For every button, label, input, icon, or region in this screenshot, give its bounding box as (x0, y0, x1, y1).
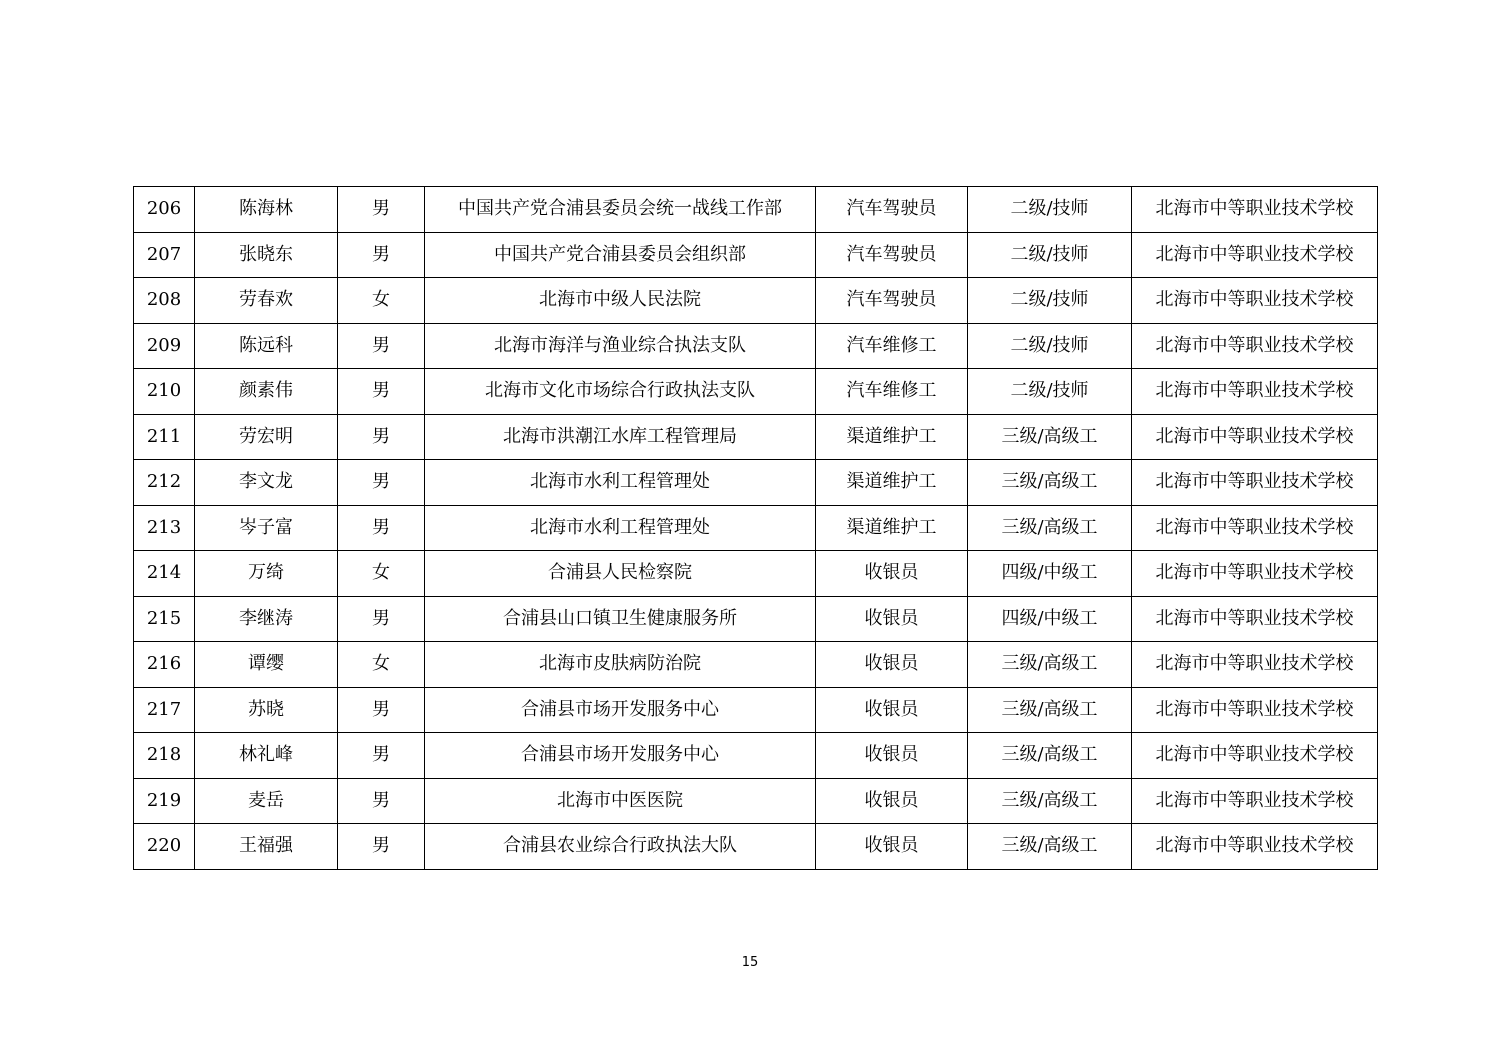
employer-cell: 合浦县市场开发服务中心 (425, 733, 816, 779)
gender-cell: 男 (338, 687, 425, 733)
skill-level-cell: 二级/技师 (968, 369, 1132, 415)
occupation-cell: 收银员 (816, 642, 968, 688)
occupation-cell: 收银员 (816, 778, 968, 824)
training-school-cell: 北海市中等职业技术学校 (1132, 824, 1378, 870)
employer-cell: 合浦县山口镇卫生健康服务所 (425, 596, 816, 642)
table-row (134, 323, 1378, 369)
training-school-cell: 北海市中等职业技术学校 (1132, 778, 1378, 824)
table-row (134, 642, 1378, 688)
serial-number-cell: 208 (134, 278, 195, 324)
skill-level-cell: 三级/高级工 (968, 460, 1132, 506)
occupation-cell: 汽车驾驶员 (816, 232, 968, 278)
gender-cell: 男 (338, 187, 425, 233)
gender-cell: 女 (338, 642, 425, 688)
table-row (134, 596, 1378, 642)
occupation-cell: 渠道维护工 (816, 505, 968, 551)
serial-number-cell: 214 (134, 551, 195, 597)
employer-cell: 北海市水利工程管理处 (425, 460, 816, 506)
training-school-cell: 北海市中等职业技术学校 (1132, 369, 1378, 415)
employer-cell: 北海市海洋与渔业综合执法支队 (425, 323, 816, 369)
training-school-cell: 北海市中等职业技术学校 (1132, 733, 1378, 779)
table-row (134, 778, 1378, 824)
training-school-cell: 北海市中等职业技术学校 (1132, 414, 1378, 460)
serial-number-cell: 215 (134, 596, 195, 642)
training-school-cell: 北海市中等职业技术学校 (1132, 642, 1378, 688)
name-cell: 李文龙 (195, 460, 338, 506)
skill-level-cell: 二级/技师 (968, 187, 1132, 233)
occupation-cell: 收银员 (816, 596, 968, 642)
employer-cell: 北海市水利工程管理处 (425, 505, 816, 551)
training-school-cell: 北海市中等职业技术学校 (1132, 505, 1378, 551)
skill-level-cell: 四级/中级工 (968, 551, 1132, 597)
serial-number-cell: 207 (134, 232, 195, 278)
name-cell: 颜素伟 (195, 369, 338, 415)
training-school-cell: 北海市中等职业技术学校 (1132, 460, 1378, 506)
occupation-cell: 汽车维修工 (816, 323, 968, 369)
name-cell: 苏晓 (195, 687, 338, 733)
gender-cell: 女 (338, 551, 425, 597)
gender-cell: 男 (338, 369, 425, 415)
employer-cell: 北海市皮肤病防治院 (425, 642, 816, 688)
table-row (134, 505, 1378, 551)
skill-level-cell: 二级/技师 (968, 278, 1132, 324)
occupation-cell: 收银员 (816, 687, 968, 733)
name-cell: 麦岳 (195, 778, 338, 824)
serial-number-cell: 217 (134, 687, 195, 733)
occupation-cell: 汽车驾驶员 (816, 187, 968, 233)
employer-cell: 合浦县农业综合行政执法大队 (425, 824, 816, 870)
employer-cell: 北海市洪潮江水库工程管理局 (425, 414, 816, 460)
table-row (134, 414, 1378, 460)
serial-number-cell: 212 (134, 460, 195, 506)
table-row (134, 733, 1378, 779)
name-cell: 陈远科 (195, 323, 338, 369)
serial-number-cell: 218 (134, 733, 195, 779)
table-row (134, 824, 1378, 870)
training-school-cell: 北海市中等职业技术学校 (1132, 323, 1378, 369)
training-school-cell: 北海市中等职业技术学校 (1132, 187, 1378, 233)
table-row (134, 187, 1378, 233)
skill-level-cell: 二级/技师 (968, 323, 1132, 369)
training-school-cell: 北海市中等职业技术学校 (1132, 687, 1378, 733)
skill-level-cell: 三级/高级工 (968, 414, 1132, 460)
skill-level-cell: 三级/高级工 (968, 687, 1132, 733)
gender-cell: 男 (338, 505, 425, 551)
skill-level-cell: 三级/高级工 (968, 642, 1132, 688)
occupation-cell: 收银员 (816, 733, 968, 779)
gender-cell: 男 (338, 323, 425, 369)
table-row (134, 460, 1378, 506)
skill-level-cell: 三级/高级工 (968, 824, 1132, 870)
gender-cell: 男 (338, 232, 425, 278)
table-row (134, 369, 1378, 415)
name-cell: 谭缨 (195, 642, 338, 688)
gender-cell: 女 (338, 278, 425, 324)
name-cell: 李继涛 (195, 596, 338, 642)
serial-number-cell: 220 (134, 824, 195, 870)
name-cell: 张晓东 (195, 232, 338, 278)
gender-cell: 男 (338, 414, 425, 460)
skill-level-cell: 三级/高级工 (968, 733, 1132, 779)
employer-cell: 合浦县人民检察院 (425, 551, 816, 597)
employer-cell: 中国共产党合浦县委员会组织部 (425, 232, 816, 278)
gender-cell: 男 (338, 778, 425, 824)
occupation-cell: 渠道维护工 (816, 414, 968, 460)
occupation-cell: 收银员 (816, 824, 968, 870)
training-school-cell: 北海市中等职业技术学校 (1132, 278, 1378, 324)
serial-number-cell: 210 (134, 369, 195, 415)
name-cell: 林礼峰 (195, 733, 338, 779)
serial-number-cell: 209 (134, 323, 195, 369)
serial-number-cell: 211 (134, 414, 195, 460)
serial-number-cell: 206 (134, 187, 195, 233)
gender-cell: 男 (338, 596, 425, 642)
training-school-cell: 北海市中等职业技术学校 (1132, 596, 1378, 642)
occupation-cell: 汽车驾驶员 (816, 278, 968, 324)
page-number: 15 (741, 955, 759, 970)
gender-cell: 男 (338, 733, 425, 779)
roster-table-body (134, 187, 1378, 870)
serial-number-cell: 216 (134, 642, 195, 688)
employer-cell: 中国共产党合浦县委员会统一战线工作部 (425, 187, 816, 233)
employer-cell: 北海市文化市场综合行政执法支队 (425, 369, 816, 415)
table-row (134, 278, 1378, 324)
skill-level-cell: 三级/高级工 (968, 505, 1132, 551)
employer-cell: 北海市中级人民法院 (425, 278, 816, 324)
gender-cell: 男 (338, 460, 425, 506)
table-row (134, 232, 1378, 278)
table-row (134, 551, 1378, 597)
name-cell: 劳春欢 (195, 278, 338, 324)
roster-table (133, 186, 1378, 870)
serial-number-cell: 213 (134, 505, 195, 551)
skill-level-cell: 二级/技师 (968, 232, 1132, 278)
training-school-cell: 北海市中等职业技术学校 (1132, 232, 1378, 278)
occupation-cell: 渠道维护工 (816, 460, 968, 506)
name-cell: 劳宏明 (195, 414, 338, 460)
gender-cell: 男 (338, 824, 425, 870)
skill-level-cell: 三级/高级工 (968, 778, 1132, 824)
employer-cell: 合浦县市场开发服务中心 (425, 687, 816, 733)
name-cell: 万绮 (195, 551, 338, 597)
training-school-cell: 北海市中等职业技术学校 (1132, 551, 1378, 597)
employer-cell: 北海市中医医院 (425, 778, 816, 824)
skill-level-cell: 四级/中级工 (968, 596, 1132, 642)
name-cell: 陈海林 (195, 187, 338, 233)
name-cell: 王福强 (195, 824, 338, 870)
occupation-cell: 汽车维修工 (816, 369, 968, 415)
table-row (134, 687, 1378, 733)
name-cell: 岑子富 (195, 505, 338, 551)
serial-number-cell: 219 (134, 778, 195, 824)
occupation-cell: 收银员 (816, 551, 968, 597)
